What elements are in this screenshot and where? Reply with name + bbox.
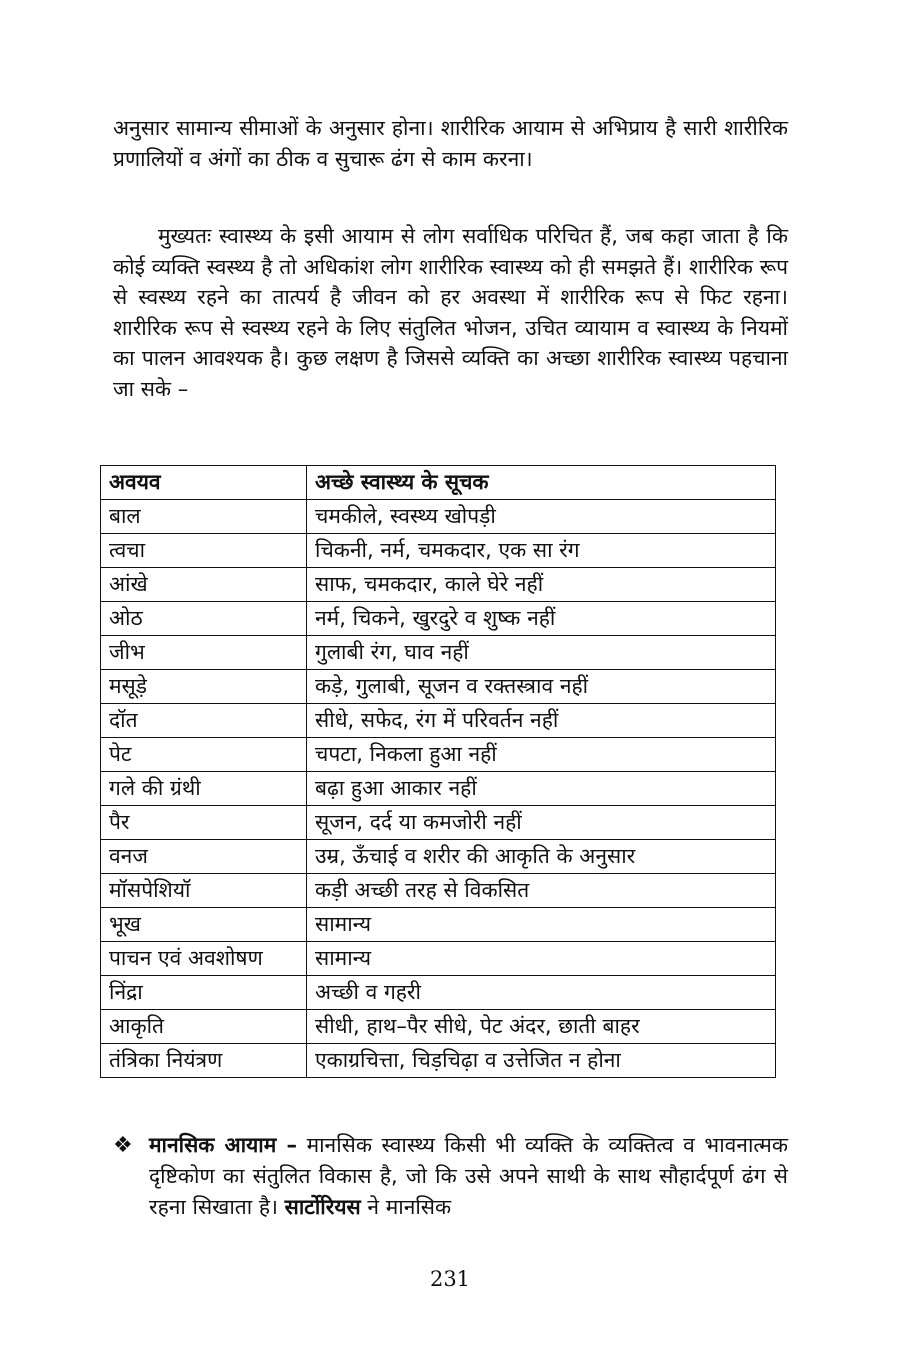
table-row <box>101 602 776 636</box>
table-row <box>101 568 776 602</box>
cell-indicator: कड़े, गुलाबी, सूजन व रक्तस्त्राव नहीं <box>307 670 776 704</box>
table-row <box>101 1044 776 1078</box>
cell-indicator: साफ, चमकदार, काले घेरे नहीं <box>307 568 776 602</box>
cell-indicator: चमकीले, स्वस्थ्य खोपड़ी <box>307 500 776 534</box>
table-row <box>101 806 776 840</box>
table-row <box>101 908 776 942</box>
table-row <box>101 636 776 670</box>
table-row <box>101 1010 776 1044</box>
cell-organ: पेट <box>101 738 307 772</box>
cell-organ: तंत्रिका नियंत्रण <box>101 1044 307 1078</box>
cell-indicator: सीधे, सफेद, रंग में परिवर्तन नहीं <box>307 704 776 738</box>
diamond-bullet-icon: ❖ <box>113 1133 133 1158</box>
cell-indicator: सीधी, हाथ–पैर सीधे, पेट अंदर, छाती बाहर <box>307 1010 776 1044</box>
cell-indicator: गुलाबी रंग, घाव नहीं <box>307 636 776 670</box>
cell-organ: गले की ग्रंथी <box>101 772 307 806</box>
column-header-indicator: अच्छे स्वास्थ्य के सूचक <box>307 466 776 500</box>
bullet-author-name: सार्टोरियस <box>284 1195 361 1219</box>
cell-organ: निंद्रा <box>101 976 307 1010</box>
cell-indicator: नर्म, चिकने, खुरदुरे व शुष्क नहीं <box>307 602 776 636</box>
cell-indicator: कड़ी अच्छी तरह से विकसित <box>307 874 776 908</box>
table-row <box>101 976 776 1010</box>
table-row <box>101 500 776 534</box>
cell-organ: बाल <box>101 500 307 534</box>
cell-organ: पाचन एवं अवशोषण <box>101 942 307 976</box>
cell-organ: आकृति <box>101 1010 307 1044</box>
cell-organ: दॉत <box>101 704 307 738</box>
cell-indicator: अच्छी व गहरी <box>307 976 776 1010</box>
table-body <box>101 500 776 1078</box>
cell-indicator: चपटा, निकला हुआ नहीं <box>307 738 776 772</box>
cell-organ: मसूड़े <box>101 670 307 704</box>
table-row <box>101 670 776 704</box>
table-row <box>101 772 776 806</box>
mental-dimension-bullet <box>113 1130 788 1223</box>
cell-organ: मॉसपेशियॉ <box>101 874 307 908</box>
table-header-row <box>101 466 776 500</box>
cell-organ: पैर <box>101 806 307 840</box>
cell-organ: भूख <box>101 908 307 942</box>
cell-indicator: सामान्य <box>307 908 776 942</box>
bullet-text <box>149 1130 788 1223</box>
table-row <box>101 874 776 908</box>
table-row <box>101 704 776 738</box>
cell-organ: ओठ <box>101 602 307 636</box>
cell-organ: आंखे <box>101 568 307 602</box>
cell-indicator: एकाग्रचित्ता, चिड़चिढ़ा व उत्तेजित न होना <box>307 1044 776 1078</box>
cell-organ: वनज <box>101 840 307 874</box>
health-indicators-table <box>100 465 776 1078</box>
cell-organ: त्वचा <box>101 534 307 568</box>
table-row <box>101 942 776 976</box>
paragraph-physical-dimension: अनुसार सामान्य सीमाओं के अनुसार होना। शारीरिक आयाम से अभिप्राय है सारी शारीरिक प्रणालियों व अंगों का ठीक व सुचारू ढंग से काम करना। <box>113 116 788 171</box>
bullet-body-b: ने मानसिक <box>360 1195 452 1219</box>
table-row <box>101 840 776 874</box>
cell-indicator: बढ़ा हुआ आकार नहीं <box>307 772 776 806</box>
table-row <box>101 738 776 772</box>
cell-indicator: चिकनी, नर्म, चमकदार, एक सा रंग <box>307 534 776 568</box>
cell-indicator: उम्र, ऊँचाई व शरीर की आकृति के अनुसार <box>307 840 776 874</box>
column-header-organ: अवयव <box>101 466 307 500</box>
cell-organ: जीभ <box>101 636 307 670</box>
table-row <box>101 534 776 568</box>
paragraph-physical-health: मुख्यतः स्वास्थ्य के इसी आयाम से लोग सर्वाधिक परिचित हैं, जब कहा जाता है कि कोई व्यक्ति स्वस्थ्य है तो अधिकांश लोग शारीरिक स्वास्थ्य को ही समझते हैं। शारीरिक रूप से स्वस्थ्य रहने का तात्पर्य है जीवन को हर अवस्था में शारीरिक रूप से फिट रहना। शारीरिक रूप से स्वस्थ्य रहने के लिए संतुलित भोजन, उचित व्यायाम व स्वास्थ्य के नियमों का पालन आवश्यक है। कुछ लक्षण है जिससे व्यक्ति का अच्छा शारीरिक स्वास्थ्य पहचाना जा सके – <box>113 224 788 401</box>
bullet-body-a: मानसिक स्वास्थ्य किसी भी व्यक्ति के व्यक्तित्व व भावनात्मक दृष्टिकोण का संतुलित विकास है, जो कि उसे अपने साथी के साथ सौहार्दपूर्ण ढंग से रहना सिखाता है। <box>149 1133 788 1219</box>
page-number: 231 <box>429 1267 471 1291</box>
bullet-heading: मानसिक आयाम – <box>149 1133 297 1157</box>
cell-indicator: सूजन, दर्द या कमजोरी नहीं <box>307 806 776 840</box>
cell-indicator: सामान्य <box>307 942 776 976</box>
